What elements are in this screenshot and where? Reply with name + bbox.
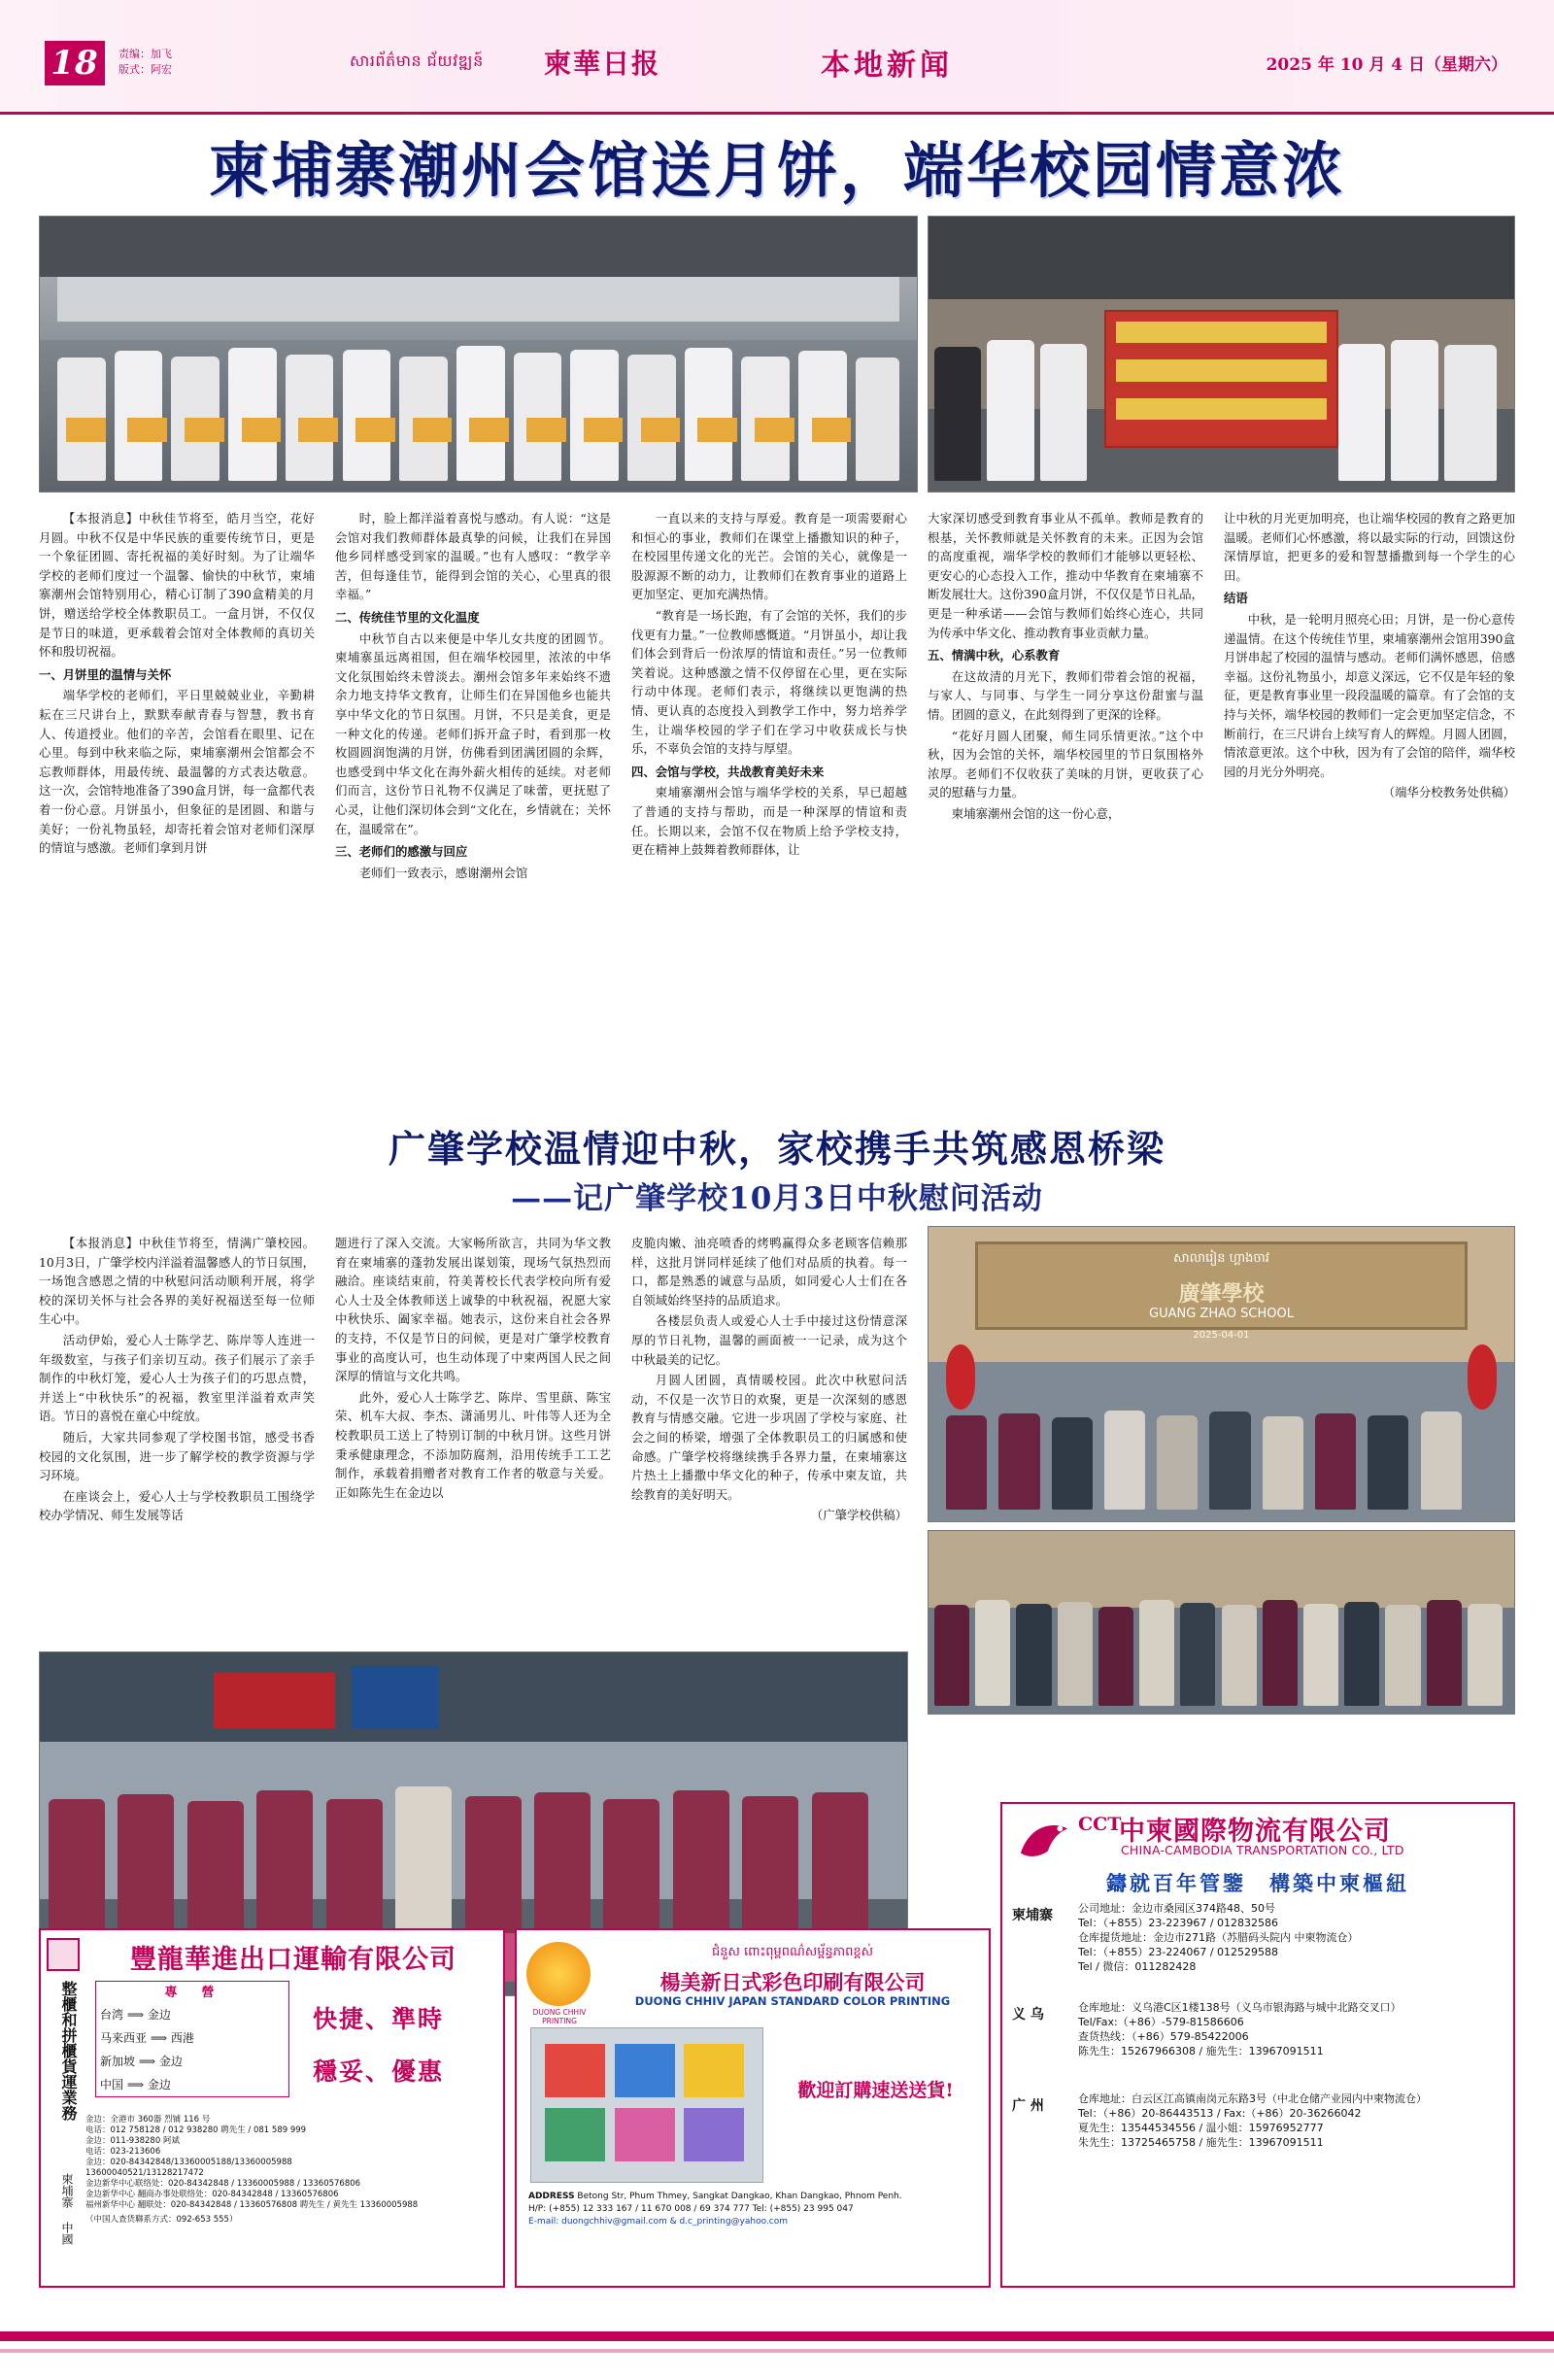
contact-line: 13600040521/13128217472 bbox=[85, 2168, 204, 2178]
fenglonghua-side-text: 整櫃和拼櫃貨運業務 bbox=[59, 1981, 78, 2121]
paragraph: 各楼层负责人或爱心人士手中接过这份情意深厚的节日礼物，温馨的画面被一一记录，成为这个中秋最美的记忆。 bbox=[631, 1313, 907, 1367]
section-title: 本地新闻 bbox=[821, 49, 953, 83]
paragraph: 端华学校的老师们，平日里兢兢业业，辛勤耕耘在三尺讲台上，默默奉献青春与智慧，教书育人、传道授业。他们的辛苦，会馆看在眼里、记在心里。每到中秋来临之际，柬埔寨潮州会馆都会不忘教师群体，用最传统、最温馨的方式表达敬意。这一次，会馆特地准备了390盒月饼，每一盒都代表着一份心意。月饼虽小，但象征的是团圆、和谐与美好；一份礼物虽轻，却寄托着会馆对老师们深厚的情谊与感激。老师们拿到月饼 bbox=[39, 688, 315, 856]
duongchhiv-phone: H/P: (+855) 12 333 167 / 11 670 008 / 69 374 777 Tel: (+855) 23 995 047 bbox=[528, 2204, 854, 2214]
contact-line: 金边新华中心 翻商办事处联络处：020-84342848 / 13360576806 bbox=[85, 2190, 339, 2199]
article1-column-1 bbox=[39, 509, 315, 1030]
duongchhiv-khmer-title: ជំនួស ពោះពុម្ពពណ៌សម្ព័ន្ធភាពខ្ពស់ bbox=[712, 1945, 873, 1959]
cct-region-cambodia: 柬埔寨 bbox=[1012, 1908, 1053, 1923]
cct-line: 仓库地址：白云区江高镇南岗元东路3号（中北仓储产业园内中柬物流仓） bbox=[1078, 2092, 1427, 2105]
printing-samples-photo bbox=[530, 2027, 763, 2183]
contact-line: （中国人查货聯系方式：092-653 555） bbox=[85, 2215, 238, 2225]
duongchhiv-promo: 歡迎訂購速送送貨! bbox=[797, 2080, 954, 2101]
cct-slogan: 鑄就百年管鑒 構築中柬樞紐 bbox=[1106, 1871, 1409, 1895]
paragraph: 让中秋的月光更加明亮，也让端华校园的教育之路更加温暖。老师们心怀感激，将以最实际的行动，回馈这份深情厚谊，把更多的爱和智慧播撒到每一个学生的心田。 bbox=[1224, 511, 1515, 583]
paragraph: 大家深切感受到教育事业从不孤单。教师是教育的根基，关怀教师就是关怀教育的未来。正因为会馆的高度重视，端华学校的教师们才能够以更轻松、更安心的心态投入工作，推动中华教育在柬埔寨不断发展壮大。这份390盒月饼，不仅仅是节日礼品，更是一种承诺——会馆与教师们始终心连心，共同为传承中华文化、推动教育事业贡献力量。 bbox=[928, 511, 1203, 640]
school-sign-cn: 廣肇學校 bbox=[1178, 1280, 1265, 1307]
paragraph: 老师们一致表示，感谢潮州会馆 bbox=[358, 865, 528, 880]
article1-credit: （端华分校教务处供稿） bbox=[1382, 785, 1515, 800]
contact-line: 福州新华中心 翻联处：020-84342848 / 13360576808 聘先生 / 黄先生 13360005988 bbox=[85, 2200, 419, 2210]
ad-fenglonghua-transport[interactable] bbox=[39, 1928, 505, 2288]
cct-line: 仓库提货地址：金边市271路（苏腊码头院内 中柬物流仓） bbox=[1078, 1931, 1359, 1944]
footer-rule-2 bbox=[0, 2349, 1554, 2353]
paragraph: 在这故清的月光下，教师们带着会馆的祝福，与家人、与同事、与学生一同分享这份甜蜜与温情。团圆的意义，在此刻得到了更深的诠释。 bbox=[928, 668, 1203, 722]
sun-logo-icon bbox=[526, 1942, 591, 2006]
article2-column-1 bbox=[39, 1234, 315, 1642]
paragraph: 在座谈会上，爱心人士与学校教职员工围绕学校办学情况、师生发展等话 bbox=[39, 1488, 315, 1523]
subheading: 二、传统佳节里的文化温度 bbox=[335, 609, 480, 625]
duongchhiv-address-line bbox=[528, 2191, 981, 2203]
paragraph: 中秋节自古以来便是中华儿女共度的团圆节。柬埔寨虽远离祖国，但在端华校园里，浓浓的中华文化氛围始终未曾淡去。潮州会馆多年来始终不遗余力地支持华文教育，让师生们在异国他乡也能共享中华文化的节日氛围。月饼，不只是美食，更是一种文化的传递。老师们拆开盒子时，看到那一枚枚圆圆润饱满的月饼，仿佛看到团满团圆的余辉，也感受到中华文化在海外薪火相传的延续。对老师们而言，这份节日礼物不仅满足了味蕾，更抚慰了心灵，让他们深切体会到“文化在，乡情就在；关怀在，温暖常在”。 bbox=[335, 630, 611, 836]
cct-line: 仓库地址：义乌港C区1楼138号（义乌市银海路与城中北路交叉口） bbox=[1078, 2001, 1402, 2014]
paragraph: “花好月圆人团聚，师生同乐情更浓。”这个中秋，因为会馆的关怀，端华校园里的节日氛围格外浓厚。老师们不仅收获了美味的月饼，更收获了心灵的慰藉与力量。 bbox=[928, 728, 1203, 800]
masthead bbox=[0, 0, 1554, 115]
cct-bird-logo-icon bbox=[1016, 1816, 1072, 1864]
publication-date: 2025 年 10 月 4 日（星期六） bbox=[1266, 55, 1507, 75]
paragraph: 此外，爱心人士陈学艺、陈岸、雪里蕻、陈宝荣、机车大叔、李杰、潇涌男儿、叶伟等人还为全校教职员工送上了特别订制的中秋月饼。这些月饼秉承健康理念，不添加防腐剂，沿用传统手工工艺制作，承载着捐赠者对教育工作者的敬意与关爱。正如陈先生在金边以 bbox=[335, 1389, 611, 1500]
paragraph: 【本报消息】中秋佳节将至，皓月当空，花好月圆。中秋不仅是中华民族的重要传统节日，更是一个象征团圆、寄托祝福的美好时刻。为了让端华学校的老师们度过一个温馨、愉快的中秋节，柬埔寨潮州会馆特别用心，精心订制了390盒精美的月饼，赠送给学校全体教职员工。一盒月饼，不仅仅是节日的味道，更承载着会馆对全体教师的真切关怀和殷切祝福。 bbox=[39, 511, 315, 660]
cct-line: Tel / 微信：011282428 bbox=[1078, 1960, 1197, 1973]
arrow-icon: ⟹ bbox=[138, 2055, 156, 2068]
article2-subheadline: ——记广肇学校10月3日中秋慰问活动 bbox=[511, 1181, 1043, 1216]
duongchhiv-contact-block bbox=[528, 2191, 981, 2228]
duongchhiv-email[interactable]: E-mail: duongchhiv@gmail.com & d.c_printing@yahoo.com bbox=[528, 2217, 789, 2227]
cct-cambodia-details bbox=[1078, 1901, 1505, 1974]
article1-column-5 bbox=[1224, 509, 1515, 1030]
ad-duong-chhiv-printing[interactable] bbox=[515, 1928, 991, 2288]
cct-line: Tel：（+855）23-223967 / 012832586 bbox=[1078, 1917, 1279, 1929]
cct-yiwu-details bbox=[1078, 2000, 1505, 2058]
arrow-icon: ⟹ bbox=[150, 2031, 168, 2045]
paragraph: 柬埔寨潮州会馆与端华学校的关系，早已超越了普通的支持与帮助，而是一种深厚的情谊和责任。长期以来，会馆不仅在物质上给予学校支持，更在精神上鼓舞着教师群体，让 bbox=[631, 785, 907, 858]
subheading: 五、情满中秋，心系教育 bbox=[928, 648, 1061, 663]
paragraph: 月圆人团圆，真情暖校园。此次中秋慰问活动，不仅是一次节日的欢聚，更是一次深刻的感恩教育与情感交融。它进一步巩固了学校与家庭、社会之间的桥梁，增强了全体教职员工的归属感和使命感。广肇学校将继续携手各界力量，在柬埔寨这片热土上播撒中华文化的种子，传承中柬友谊，共绘教育的美好明天。 bbox=[631, 1373, 907, 1502]
paragraph: 一直以来的支持与厚爱。教育是一项需要耐心和恒心的事业，教师们在课堂上播撒知识的种子，在校园里传递文化的光芒。会馆的关心，就像是一股源源不断的动力，让教师们在教育事业的道路上更加坚定、更加充满热情。 bbox=[631, 511, 907, 602]
duongchhiv-brand: DUONG CHHIV PRINTING bbox=[532, 2008, 587, 2025]
paragraph: 活动伊始，爱心人士陈学艺、陈岸等人连进一年级数室，与孩子们亲切互动。孩子们展示了亲手制作的中秋灯笼，爱心人士为孩子们的巧思点赞，并送上“中秋快乐”的祝福，教室里洋溢着欢声笑语。节日的喜悦在童心中绽放。 bbox=[39, 1332, 315, 1424]
paper-name: 柬華日报 bbox=[544, 48, 661, 80]
cct-line: Tel：（+855）23-224067 / 012529588 bbox=[1078, 1946, 1279, 1958]
paragraph: 随后，大家共同参观了学校图书馆，感受书香校园的文化氛围，进一步了解学校的教学资源与学习环境。 bbox=[39, 1429, 315, 1483]
fenglonghua-contacts bbox=[85, 2115, 497, 2226]
route-dest: 金边 bbox=[158, 2055, 183, 2068]
contact-line: 金边新华中心联络处：020-84342848 / 13360005988 / 13360576806 bbox=[85, 2179, 361, 2189]
route-origin: 新加坡 bbox=[100, 2055, 136, 2068]
cct-line: 公司地址：金边市桑园区374路48、50号 bbox=[1078, 1902, 1275, 1915]
subheading: 三、老师们的感激与回应 bbox=[335, 844, 468, 860]
paragraph: “教育是一场长跑，有了会馆的关怀，我们的步伐更有力量。”一位教师感慨道。“月饼虽小，却让我们体会到背后一份浓厚的情谊和责任。”另一位教师笑着说。这种感激之情不仅停留在心里，更在实际行动中体现。老师们表示，将继续以更饱满的热情、更认真的态度投入到教学工作中，努力培养学生，让端华校园的学子们在学习中收获成长与快乐，不辜负会馆的支持与厚望。 bbox=[631, 607, 907, 757]
article2-headline: 广肇学校温情迎中秋，家校携手共筑感恩桥梁 bbox=[388, 1127, 1166, 1171]
route-origin: 台湾 bbox=[100, 2008, 124, 2022]
paragraph: 柬埔寨潮州会馆的这一份心意， bbox=[951, 805, 1121, 821]
school-sign-khmer: សាលារៀន ហ្គាងចាវ bbox=[1173, 1251, 1269, 1267]
paragraph: 题进行了深入交流。大家畅所欲言，共同为华文教育在柬埔寨的蓬勃发展出谋划策，现场气氛热烈而融洽。座谈结束前，符美菁校长代表学校向所有爱心人士及全体教师送上诚挚的中秋祝福，祝愿大家中秋快乐、阖家幸福。她表示，这份来自社会各界的支持，不仅是节日的问候，更是对广肇学校教育事业的高度认可，也生动体现了中柬两国人民之间深厚的情谊与文化共鸣。 bbox=[335, 1236, 611, 1384]
duongchhiv-title-en: DUONG CHHIV JAPAN STANDARD COLOR PRINTING bbox=[634, 1994, 951, 2008]
subheading: 四、会馆与学校，共战教育美好未来 bbox=[631, 764, 825, 779]
route-dest: 金边 bbox=[147, 2008, 171, 2022]
article1-headline: 柬埔寨潮州会馆送月饼，端华校园情意浓 bbox=[208, 135, 1345, 206]
paragraph: 中秋，是一轮明月照亮心田；月饼，是一份心意传递温情。在这个传统佳节里，柬埔寨潮州会馆用390盒月饼串起了校园的温情与感动。老师们满怀感恩，倍感幸福。这份礼物虽小，却意义深远，它不仅是年轻的象征，更是教育事业里一段段温暖的篇章。有了会馆的支持与关怀，端华校园的教师们一定会更加坚定信念，不断前行，在三尺讲台上续写育人的辉煌。月圆人团圆，情浓意更浓。这个中秋，因为有了会馆的陪伴，端华校园的月光分外明亮。 bbox=[1224, 611, 1515, 779]
footer-rule bbox=[0, 2331, 1554, 2341]
duongchhiv-title-cn: 楊美新日式彩色印刷有限公司 bbox=[659, 1970, 926, 1994]
photo-guangzhao-school-gate bbox=[928, 1226, 1515, 1522]
photo-group-mooncake-handover bbox=[39, 216, 918, 493]
khmer-paper-title: សារព័ត៌មាន ជ័យវឌ្ឍន៍ bbox=[350, 51, 484, 70]
editor-line-2: 版式：阿宏 bbox=[118, 63, 172, 76]
route-dest: 西港 bbox=[170, 2031, 194, 2045]
paragraph: 时，脸上都洋溢着喜悦与感动。有人说：“这是会馆对我们教师群体最真挚的问候，让我们在异国他乡同样感受到家的温暖。”也有人感叹：“教学辛苦，但每逢佳节，能得到会馆的关心，心里真的很幸福。” bbox=[335, 511, 611, 602]
route-dest: 金边 bbox=[147, 2078, 171, 2091]
contact-line: 电话：023-213606 bbox=[85, 2147, 161, 2157]
cct-line: Tel：（+86）20-86443513 / Fax:（+86）20-36266042 bbox=[1078, 2107, 1362, 2120]
cct-guangzhou-details bbox=[1078, 2091, 1505, 2150]
contact-line: 金边：011-938280 阿斌 bbox=[85, 2136, 180, 2146]
fenglonghua-slogan-1: 快捷、準時 bbox=[313, 2005, 445, 2033]
arrow-icon: ⟹ bbox=[126, 2078, 145, 2091]
editor-line-1: 责编：加飞 bbox=[118, 48, 172, 60]
photo-mooncake-boxes-stacked bbox=[928, 216, 1515, 493]
article2-column-2 bbox=[335, 1234, 611, 1642]
photo-guangzhao-group bbox=[928, 1530, 1515, 1715]
ad-cct-logistics[interactable] bbox=[1000, 1802, 1515, 2288]
address-value: Betong Str, Phum Thmey, Sangkat Dangkao, Khan Dangkao, Phnom Penh. bbox=[577, 2192, 902, 2201]
fenglonghua-title: 豐龍華進出口運輸有限公司 bbox=[130, 1945, 456, 1975]
fenglonghua-side-text-2: 柬埔寨 中國 bbox=[60, 2173, 74, 2245]
school-sign-en: GUANG ZHAO SCHOOL bbox=[1149, 1306, 1294, 1321]
arrow-icon: ⟹ bbox=[126, 2008, 145, 2022]
editor-credits bbox=[118, 47, 172, 78]
cct-line: 夏先生：13544534556 / 温小姐：15976952777 bbox=[1078, 2122, 1324, 2134]
page-number: 18 bbox=[45, 41, 105, 85]
contact-line: 金边：全港市 360器 烈铺 116 号 bbox=[85, 2115, 211, 2125]
cct-region-guangzhou: 广 州 bbox=[1012, 2098, 1044, 2114]
school-sign-date: 2025-04-01 bbox=[1193, 1330, 1250, 1342]
paragraph: 皮脆肉嫩、油亮喷香的烤鸭赢得众多老顾客信赖那样，这批月饼同样延续了他们对品质的执着。每一口，都是熟悉的诚意与品质，如同爱心人士们在各自领域始终坚持的品质追求。 bbox=[631, 1236, 907, 1308]
article1-column-4 bbox=[928, 509, 1203, 1030]
address-label: ADDRESS bbox=[528, 2192, 575, 2201]
fenglonghua-slogan-2: 穩妥、優惠 bbox=[313, 2057, 445, 2086]
route-origin: 中国 bbox=[100, 2078, 124, 2091]
cct-company-name-cn: 中柬國際物流有限公司 bbox=[1119, 1817, 1391, 1847]
route-origin: 马来西亚 bbox=[100, 2031, 148, 2045]
fenglonghua-logo-icon bbox=[47, 1938, 80, 1971]
cct-company-name-en: CHINA-CAMBODIA TRANSPORTATION CO., LTD bbox=[1121, 1843, 1404, 1857]
contact-line: 电话：012 758128 / 012 938280 聘先生 / 081 589 999 bbox=[85, 2125, 307, 2135]
cct-line: 陈先生：15267966308 / 施先生：13967091511 bbox=[1078, 2045, 1324, 2057]
cct-line: 朱先生：13725465758 / 施先生：13967091511 bbox=[1078, 2136, 1324, 2149]
subheading: 结语 bbox=[1224, 591, 1248, 606]
article2-column-3 bbox=[631, 1234, 907, 1642]
cct-line: Tel/Fax:（+86）-579-81586606 bbox=[1078, 2016, 1244, 2028]
cct-logo-text: CCT bbox=[1078, 1814, 1122, 1835]
subheading: 一、月饼里的温情与关怀 bbox=[39, 666, 172, 682]
article2-credit: （广肇学校供稿） bbox=[810, 1508, 907, 1523]
paragraph: 【本报消息】中秋佳节将至，情满广肇校园。10月3日，广肇学校内洋溢着温馨感人的节日氛围，一场饱含感恩之情的中秋慰问活动顺利开展，将学校的深切关怀与社会各界的美好祝福送至每一位师生心中。 bbox=[39, 1236, 315, 1327]
article1-column-2 bbox=[335, 509, 611, 1030]
cct-line: 查货热线：（+86）579-85422006 bbox=[1078, 2030, 1249, 2043]
fenglonghua-badge: 專 營 bbox=[164, 1986, 220, 2000]
article1-column-3 bbox=[631, 509, 907, 1030]
cct-region-yiwu: 义 乌 bbox=[1012, 2007, 1044, 2023]
contact-line: 金边：020-84342848/13360005188/13360005988 bbox=[85, 2158, 292, 2167]
